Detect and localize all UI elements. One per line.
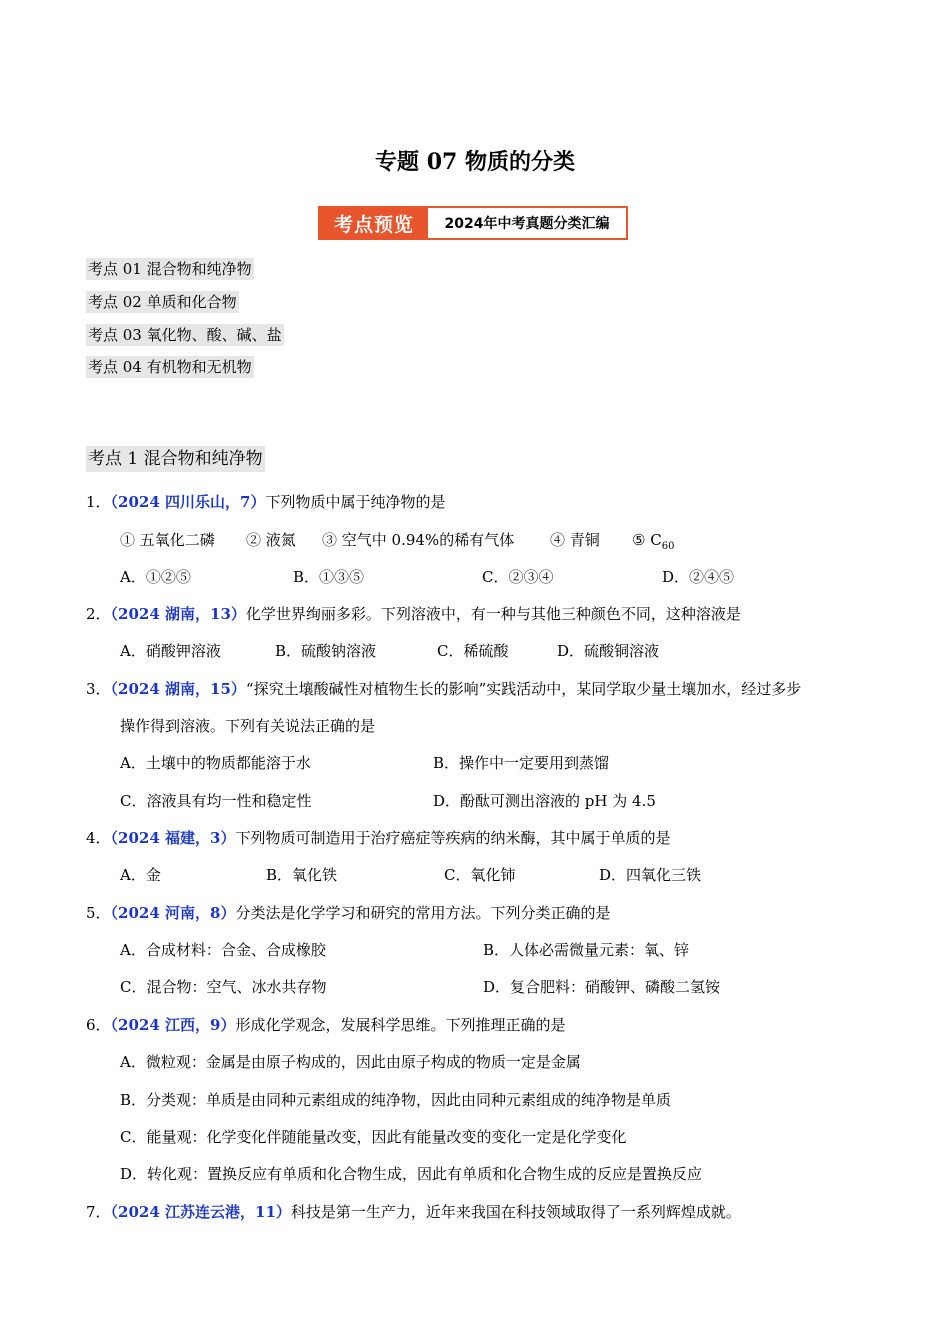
question-number: 6． bbox=[86, 1016, 111, 1034]
item: ④ 青铜 bbox=[550, 531, 600, 549]
option-d[interactable]: D．②④⑤ bbox=[662, 568, 735, 586]
question-source: （2024 江苏连云港，11） bbox=[110, 1203, 291, 1221]
toc-item-02[interactable]: 考点 02 单质和化合物 bbox=[88, 293, 237, 311]
item: ② 液氮 bbox=[246, 531, 296, 549]
option-a[interactable]: A．合成材料：合金、合成橡胶 bbox=[120, 941, 326, 959]
question-source: （2024 湖南，15） bbox=[110, 680, 246, 698]
option-c[interactable]: C．稀硫酸 bbox=[437, 642, 509, 660]
item-subscript: 60 bbox=[661, 541, 675, 552]
page-title: 专题 07 物质的分类 bbox=[375, 149, 575, 175]
question-text: 化学世界绚丽多彩。下列溶液中，有一种与其他三种颜色不同，这种溶液是 bbox=[245, 605, 741, 623]
preview-banner bbox=[318, 206, 628, 240]
question-number: 7． bbox=[86, 1203, 111, 1221]
question-number: 2． bbox=[86, 605, 111, 623]
question-text: 下列物质可制造用于治疗癌症等疾病的纳米酶，其中属于单质的是 bbox=[235, 829, 671, 847]
section-heading: 考点 1 混合物和纯净物 bbox=[86, 446, 265, 472]
option-d[interactable]: D．复合肥料：硝酸钾、磷酸二氢铵 bbox=[483, 978, 721, 996]
question-text: 形成化学观念，发展科学思维。下列推理正确的是 bbox=[235, 1016, 566, 1034]
banner-subtitle: 2024年中考真题分类汇编 bbox=[444, 216, 610, 232]
toc-item-04[interactable]: 考点 04 有机物和无机物 bbox=[88, 358, 252, 376]
option-c[interactable]: C．溶液具有均一性和稳定性 bbox=[120, 792, 312, 810]
option-c[interactable]: C．混合物：空气、冰水共存物 bbox=[120, 978, 327, 996]
question-source: （2024 江西，9） bbox=[110, 1016, 236, 1034]
option-b[interactable]: B．氧化铁 bbox=[266, 866, 338, 884]
item-formula: ⑤ C bbox=[632, 531, 662, 549]
option-b[interactable]: B．人体必需微量元素：氧、锌 bbox=[483, 941, 690, 959]
question-1 bbox=[86, 491, 445, 513]
option-a[interactable]: A．微粒观：金属是由原子构成的，因此由原子构成的物质一定是金属 bbox=[120, 1053, 581, 1071]
option-c[interactable]: C．能量观：化学变化伴随能量改变，因此有能量改变的变化一定是化学变化 bbox=[120, 1128, 627, 1146]
question-number: 3． bbox=[86, 680, 111, 698]
question-text-continued: 操作得到溶液。下列有关说法正确的是 bbox=[120, 717, 376, 735]
question-text: “探究土壤酸碱性对植物生长的影响”实践活动中，某同学取少量土壤加水，经过多步 bbox=[245, 680, 802, 698]
option-a[interactable]: A．硝酸钾溶液 bbox=[120, 642, 221, 660]
item: ③ 空气中 0.94%的稀有气体 bbox=[322, 531, 515, 549]
question-number: 5． bbox=[86, 904, 111, 922]
question-text: 科技是第一生产力，近年来我国在科技领域取得了一系列辉煌成就。 bbox=[290, 1203, 741, 1221]
question-number: 1． bbox=[86, 493, 111, 511]
item bbox=[632, 529, 674, 558]
question-3 bbox=[86, 678, 801, 700]
option-d[interactable]: D．四氧化三铁 bbox=[599, 866, 702, 884]
question-5 bbox=[86, 902, 610, 924]
option-d[interactable]: D．转化观：置换反应有单质和化合物生成，因此有单质和化合物生成的反应是置换反应 bbox=[120, 1165, 703, 1183]
option-a[interactable]: A．①②⑤ bbox=[120, 568, 191, 586]
item: ① 五氧化二磷 bbox=[120, 531, 215, 549]
question-source: （2024 福建，3） bbox=[110, 829, 236, 847]
option-a[interactable]: A．土壤中的物质都能溶于水 bbox=[120, 754, 311, 772]
question-6 bbox=[86, 1014, 565, 1036]
question-source: （2024 湖南，13） bbox=[110, 605, 246, 623]
option-b[interactable]: B．分类观：单质是由同种元素组成的纯净物，因此由同种元素组成的纯净物是单质 bbox=[120, 1091, 672, 1109]
option-a[interactable]: A．金 bbox=[120, 866, 161, 884]
question-number: 4． bbox=[86, 829, 111, 847]
question-7 bbox=[86, 1201, 741, 1223]
option-c[interactable]: C．氧化铈 bbox=[444, 866, 516, 884]
option-b[interactable]: B．操作中一定要用到蒸馏 bbox=[433, 754, 610, 772]
question-text: 下列物质中属于纯净物的是 bbox=[265, 493, 446, 511]
question-4 bbox=[86, 827, 670, 849]
option-b[interactable]: B．硫酸钠溶液 bbox=[275, 642, 377, 660]
toc-item-01[interactable]: 考点 01 混合物和纯净物 bbox=[88, 260, 252, 278]
question-source: （2024 四川乐山，7） bbox=[110, 493, 266, 511]
question-source: （2024 河南，8） bbox=[110, 904, 236, 922]
option-d[interactable]: D．硫酸铜溶液 bbox=[557, 642, 660, 660]
option-d[interactable]: D．酚酞可测出溶液的 pH 为 4.5 bbox=[433, 792, 656, 810]
banner-label: 考点预览 bbox=[320, 208, 428, 238]
option-c[interactable]: C．②③④ bbox=[482, 568, 554, 586]
question-2 bbox=[86, 603, 741, 625]
question-text: 分类法是化学学习和研究的常用方法。下列分类正确的是 bbox=[235, 904, 611, 922]
toc-item-03[interactable]: 考点 03 氧化物、酸、碱、盐 bbox=[88, 326, 282, 344]
option-b[interactable]: B．①③⑤ bbox=[293, 568, 365, 586]
